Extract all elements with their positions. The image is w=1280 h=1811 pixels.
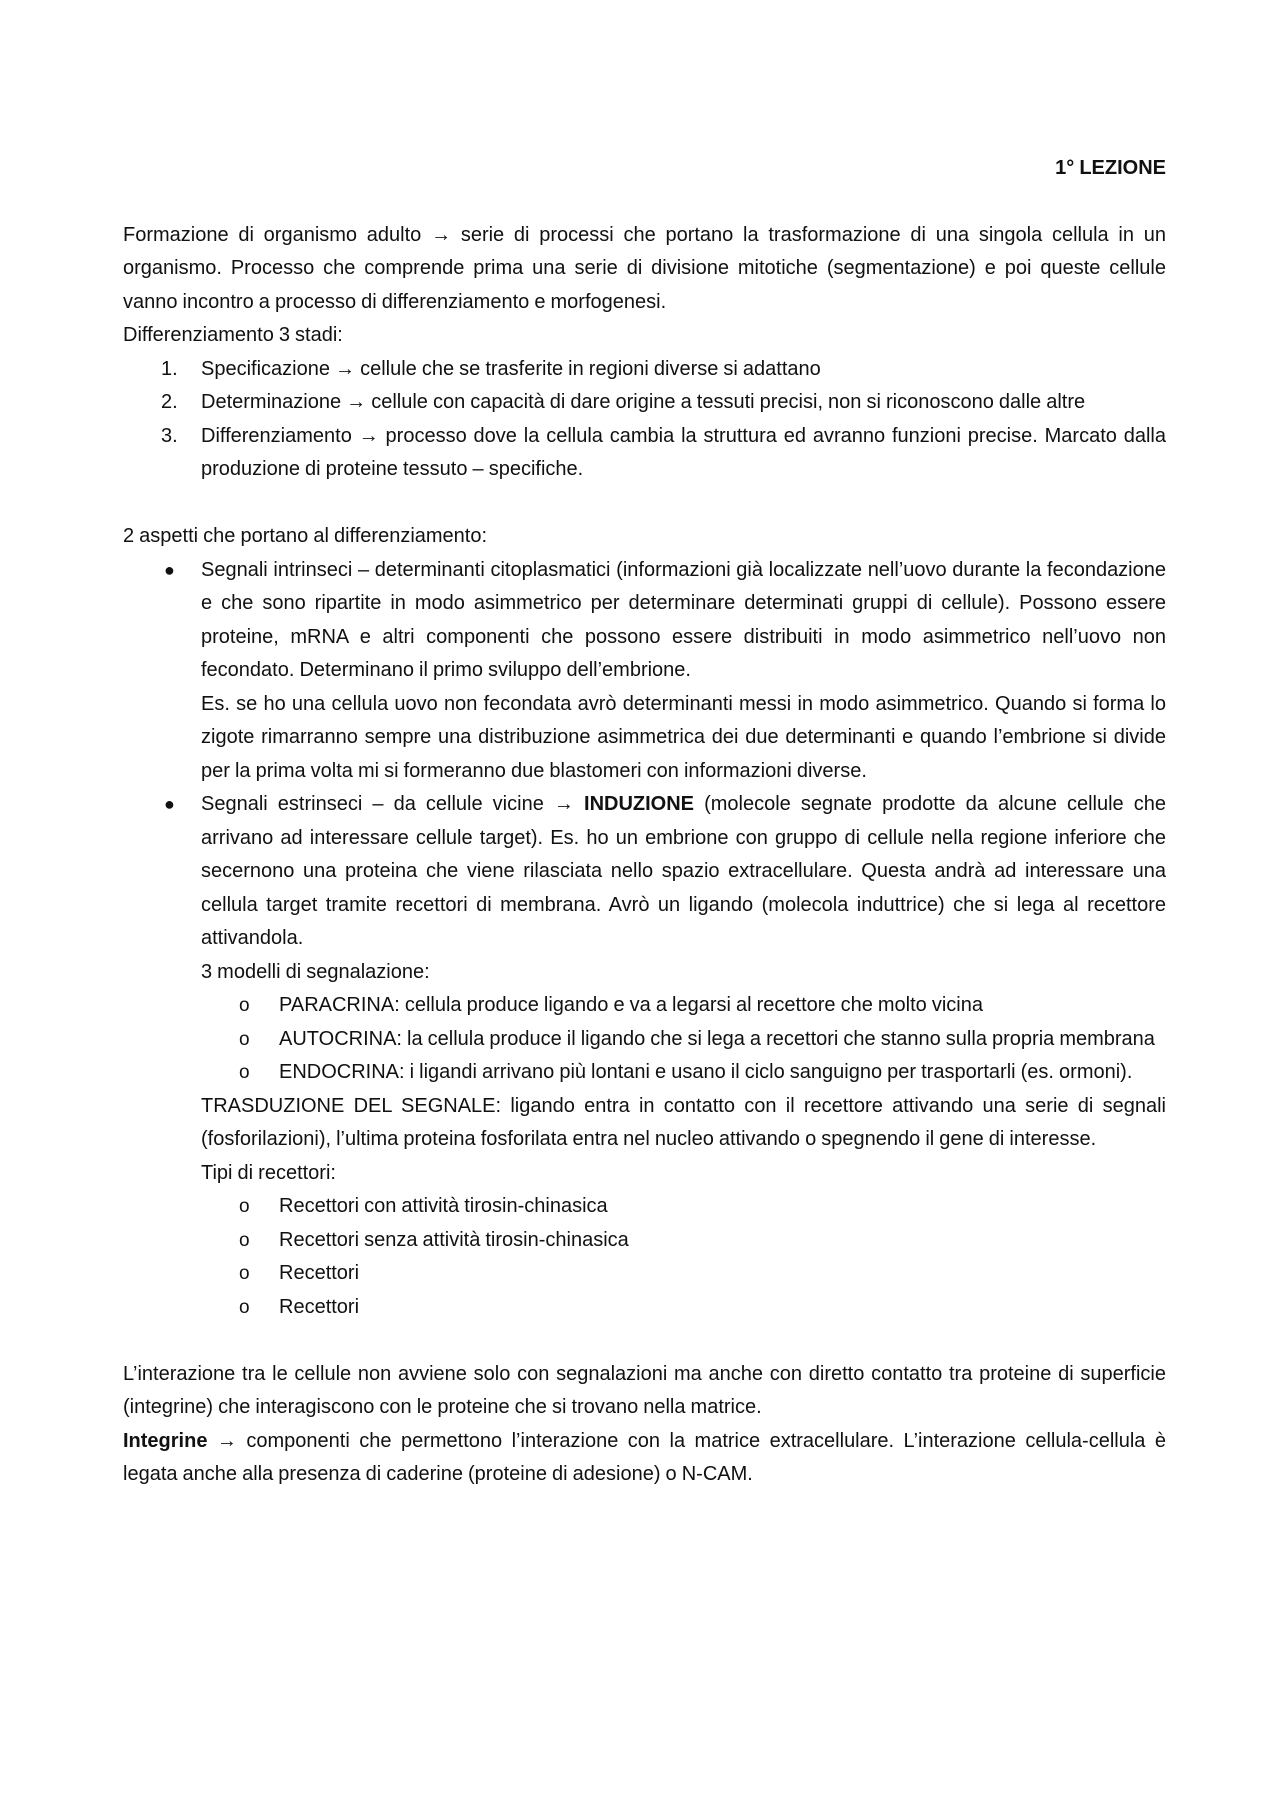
intro-paragraph	[123, 219, 1166, 320]
bullet-icon: ●	[164, 559, 175, 580]
spacer	[123, 487, 1166, 521]
extrinsic-text-a: Segnali estrinseci – da cellule vicine	[201, 793, 544, 815]
arrow-icon: →	[216, 1429, 237, 1452]
page-title: 1° LEZIONE	[1055, 157, 1166, 179]
list-item-intrinsic	[123, 554, 1166, 789]
arrow-icon: →	[335, 357, 356, 380]
model-text: AUTOCRINA: la cellula produce il ligando che si lega a recettori che stanno sulla propria membrana	[279, 1027, 1155, 1050]
circle-bullet-icon: o	[239, 1229, 250, 1251]
list-item	[201, 1023, 1166, 1057]
circle-bullet-icon: o	[239, 1196, 250, 1217]
list-item	[201, 1056, 1166, 1090]
receptor-text: Recettori con attività tirosin-chinasica	[279, 1195, 608, 1217]
circle-bullet-icon: o	[239, 1296, 250, 1318]
stage-term: Differenziamento	[201, 424, 352, 447]
models-list	[201, 989, 1166, 1090]
model-text: PARACRINA: cellula produce ligando e va a legarsi al recettore che molto vicina	[279, 994, 983, 1016]
intro-text-b: serie di processi che portano la trasformazione di una singola cellula in un organismo. Processo che comprende prima una serie di divisione mitotiche (segmentazione) e poi queste cellule vanno incontro a processo di differenziamento e morfogenesi.	[123, 223, 1167, 313]
stage-text: cellule con capacità di dare origine a tessuti precisi, non si riconoscono dalle altre	[366, 391, 1086, 413]
list-item	[123, 420, 1166, 487]
stage-term: Determinazione	[201, 391, 342, 413]
transduction-text: TRASDUZIONE DEL SEGNALE: ligando entra in contatto con il recettore attivando una serie di segnali (fosforilazioni), l’ultima proteina fosforilata entra nel nucleo attivando o spegnendo il gene di interesse.	[201, 1094, 1166, 1150]
list-item	[123, 386, 1166, 420]
circle-bullet-icon: o	[239, 1028, 250, 1050]
closing-paragraph-2	[123, 1425, 1166, 1492]
list-item	[201, 1291, 1166, 1325]
stage-text: processo dove la cellula cambia la struttura ed avranno funzioni precise. Marcato dalla produzione di proteine tessuto – specifiche.	[201, 424, 1166, 480]
list-number: 3.	[161, 424, 178, 447]
list-number: 1.	[161, 357, 178, 380]
stages-list	[123, 353, 1166, 487]
closing-text: componenti che permettono l’interazione con la matrice extracellulare. L’interazione cellula-cellula è legata anche alla presenza di caderine (proteine di adesione) o N-CAM.	[123, 1429, 1166, 1485]
list-item	[201, 989, 1166, 1023]
receptor-text: Recettori	[279, 1295, 360, 1318]
arrow-icon: →	[358, 424, 379, 447]
receptor-text: Recettori senza attività tirosin-chinasica	[279, 1228, 629, 1251]
intrinsic-example: Es. se ho una cellula uovo non fecondata avrò determinanti messi in modo asimmetrico. Quando si forma lo zigote rimarranno sempre una distribuzione asimmetrica dei due determinanti e quando l’embrione si divide per la prima volta mi si formeranno due blastomeri con informazioni diverse.	[201, 692, 1166, 782]
model-text: ENDOCRINA: i ligandi arrivano più lontani e usano il ciclo sanguigno per trasportarli (es. ormoni).	[279, 1061, 1133, 1083]
aspects-list	[123, 554, 1166, 1325]
list-item	[201, 1190, 1166, 1224]
circle-bullet-icon: o	[239, 1062, 250, 1083]
list-number: 2.	[161, 391, 178, 413]
stages-heading: Differenziamento 3 stadi:	[123, 324, 343, 346]
list-item	[201, 1224, 1166, 1258]
arrow-icon: →	[553, 793, 574, 815]
stage-text: cellule che se trasferite in regioni diverse si adattano	[355, 357, 821, 380]
intro-text-a: Formazione di organismo adulto	[123, 223, 422, 246]
extrinsic-text-b: (molecole segnate prodotte da alcune cellule che arrivano ad interessare cellule target). Es. ho un embrione con gruppo di cellule nella regione inferiore che secernono una proteina che viene rilasciata nello spazio extracellulare. Questa andrà ad interessare una cellula target tramite recettori di membrana. Avrò un ligando (molecola induttrice) che si lega al recettore attivandola.	[201, 793, 1166, 949]
receptors-list	[201, 1190, 1166, 1324]
list-item-extrinsic	[123, 788, 1166, 1324]
list-item	[123, 353, 1166, 387]
spacer	[123, 1324, 1166, 1358]
list-item	[201, 1257, 1166, 1291]
bullet-icon: ●	[164, 794, 175, 814]
models-heading: 3 modelli di segnalazione:	[201, 960, 430, 983]
circle-bullet-icon: o	[239, 995, 250, 1016]
stage-term: Specificazione	[201, 357, 330, 380]
arrow-icon: →	[431, 223, 452, 246]
closing-paragraph-1: L’interazione tra le cellule non avviene solo con segnalazioni ma anche con diretto contatto tra proteine di superficie (integrine) che interagiscono con le proteine che si trovano nella matrice.	[123, 1362, 1166, 1418]
intrinsic-text: Segnali intrinseci – determinanti citoplasmatici (informazioni già localizzate nell’uovo durante la fecondazione e che sono ripartite in modo asimmetrico per determinare determinati gruppi di cellule). Possono essere proteine, mRNA e altri componenti che possono essere distribuiti in modo asimmetrico nell’uovo non fecondato. Determinano il primo sviluppo dell’embrione.	[201, 558, 1166, 681]
induction-term: INDUZIONE	[584, 793, 695, 815]
extrinsic-text	[201, 788, 1166, 956]
receptor-text: Recettori	[279, 1262, 360, 1284]
integrine-term: Integrine	[123, 1429, 208, 1452]
circle-bullet-icon: o	[239, 1263, 250, 1284]
receptors-heading: Tipi di recettori:	[201, 1161, 336, 1184]
arrow-icon: →	[346, 391, 367, 413]
aspects-heading: 2 aspetti che portano al differenziamento:	[123, 525, 488, 547]
document-page	[123, 152, 1166, 1492]
